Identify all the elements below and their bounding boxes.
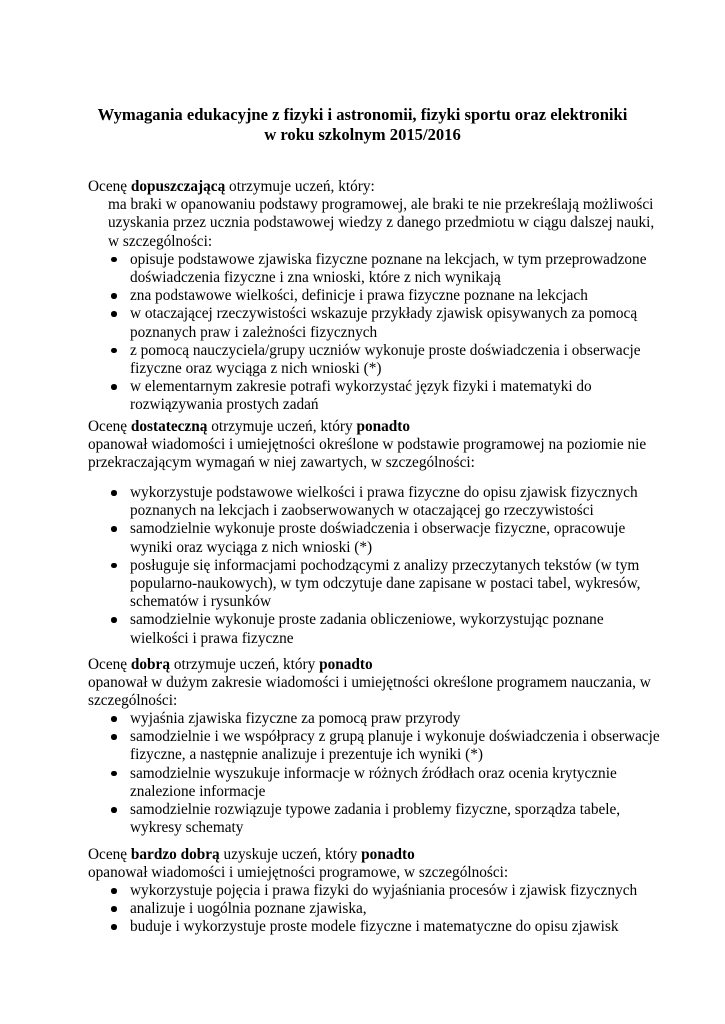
- section-heading: [88, 178, 648, 196]
- list-item-text: analizuje i uogólnia poznane zjawiska,: [130, 900, 367, 918]
- list-item-text: popularno-naukowych), w tym odczytuje dane zapisane w postaci tabel, wykresów,: [130, 575, 641, 593]
- list-item-text: schematów i rysunków: [130, 593, 272, 611]
- list-item-text: samodzielnie rozwiązuje typowe zadania i problemy fizyczne, sporządza tabele,: [130, 801, 621, 819]
- requirements-list: [108, 710, 668, 837]
- list-item: [108, 900, 668, 918]
- heading-ponadto: ponadto: [361, 846, 415, 863]
- list-item-text: poznanych praw i zależności fizycznych: [130, 323, 378, 341]
- intro-line: uzyskania przez ucznia podstawowej wiedzy z danego przedmiotu w ciągu dalszej nauki,: [108, 214, 655, 232]
- heading-post: otrzymuje uczeń, który:: [225, 178, 375, 195]
- list-item-text: samodzielnie wykonuje proste doświadczenia i obserwacje fizyczne, opracowuje: [130, 520, 626, 538]
- heading-pre: Ocenę: [88, 846, 131, 863]
- list-bardzo-dobra: [108, 882, 668, 937]
- section-dobra: [88, 656, 651, 711]
- heading-pre: Ocenę: [88, 178, 131, 195]
- list-item-text: znalezione informacje: [130, 782, 266, 800]
- section-bardzo-dobra: [88, 846, 648, 882]
- heading-post: otrzymuje uczeń, który: [170, 656, 320, 673]
- list-item: [108, 378, 648, 414]
- list-item: [108, 882, 668, 900]
- list-item-text: wyniki oraz wyciąga z nich wnioski (*): [130, 538, 373, 556]
- intro-line: opanował w dużym zakresie wiadomości i umiejętności określone programem nauczania, w: [88, 674, 651, 692]
- requirements-list: [108, 251, 648, 415]
- list-item-text: samodzielnie wykonuje proste zadania obliczeniowe, wykorzystując poznane: [130, 611, 604, 629]
- list-item: [108, 918, 668, 936]
- section-heading: [88, 418, 648, 436]
- list-item-text: buduje i wykorzystuje proste modele fizyczne i matematyczne do opisu zjawisk: [130, 918, 619, 936]
- section-heading: [88, 846, 648, 864]
- list-item-text: fizyczne oraz wyciąga z nich wnioski (*): [130, 360, 382, 378]
- list-item-text: poznanych na lekcjach i zaobserwowanych w otaczającej go rzeczywistości: [130, 502, 594, 520]
- list-item: [108, 305, 648, 341]
- list-item-text: wielkości i prawa fizyczne: [130, 629, 294, 647]
- list-item-text: fizyczne, a następnie analizuje i prezentuje ich wyniki (*): [130, 746, 483, 764]
- intro-line: opanował wiadomości i umiejętności programowe, w szczególności:: [88, 864, 509, 882]
- intro-line: przekraczającym wymagań w niej zawartych, w szczególności:: [88, 454, 475, 472]
- list-item: [108, 520, 668, 556]
- title-line-1: Wymagania edukacyjne z fizyki i astronomii, fizyki sportu oraz elektroniki: [97, 105, 628, 124]
- document-title: [60, 105, 665, 144]
- grade-name: bardzo dobrą: [130, 846, 220, 863]
- grade-name: dostateczną: [130, 418, 208, 435]
- list-item-text: rozwiązywania prostych zadań: [130, 396, 319, 414]
- list-item-text: samodzielnie wyszukuje informacje w różnych źródłach oraz ocenia krytycznie: [130, 764, 617, 782]
- list-item: [108, 287, 648, 305]
- section-heading: [88, 656, 648, 674]
- list-item: [108, 484, 668, 520]
- list-item: [108, 728, 668, 764]
- list-item-text: opisuje podstawowe zjawiska fizyczne poznane na lekcjach, w tym przeprowadzone: [130, 250, 647, 268]
- list-item-text: w elementarnym zakresie potrafi wykorzystać język fizyki i matematyki do: [130, 378, 592, 396]
- list-item: [108, 801, 668, 837]
- intro-line: szczególności:: [88, 692, 178, 710]
- intro-line: w szczególności:: [108, 232, 213, 250]
- grade-name: dopuszczającą: [130, 178, 226, 195]
- heading-pre: Ocenę: [88, 418, 131, 435]
- list-dostateczna: [108, 484, 668, 648]
- heading-ponadto: ponadto: [356, 418, 411, 435]
- heading-pre: Ocenę: [88, 656, 131, 673]
- list-item: [108, 611, 668, 647]
- intro-line: opanował wiadomości i umiejętności określone w podstawie programowej na poziomie nie: [88, 436, 647, 454]
- list-item-text: wyjaśnia zjawiska fizyczne za pomocą praw przyrody: [130, 710, 461, 727]
- list-item-text: doświadczenia fizyczne i zna wnioski, które z nich wynikają: [130, 269, 501, 287]
- grade-name: dobrą: [130, 656, 170, 673]
- list-item-text: wykresy schematy: [130, 819, 244, 837]
- title-line-2: w roku szkolnym 2015/2016: [264, 124, 461, 144]
- list-dobra: [108, 710, 668, 837]
- section-dostateczna: [88, 418, 648, 473]
- heading-post: otrzymuje uczeń, który: [207, 418, 357, 435]
- section-dopuszczajaca: [88, 178, 655, 415]
- intro-line: ma braki w opanowaniu podstawy programowej, ale braki te nie przekreślają możliwości: [108, 196, 654, 214]
- list-item: [108, 710, 668, 728]
- list-item-text: posługuje się informacjami pochodzącymi z analizy przeczytanych tekstów (w tym: [130, 556, 640, 574]
- list-item: [108, 765, 668, 801]
- list-item: [108, 342, 648, 378]
- list-item-text: z pomocą nauczyciela/grupy uczniów wykonuje proste doświadczenia i obserwacje: [130, 341, 641, 359]
- list-item-text: wykorzystuje podstawowe wielkości i prawa fizyczne do opisu zjawisk fizycznych: [130, 484, 638, 501]
- list-item-text: wykorzystuje pojęcia i prawa fizyki do wyjaśniania procesów i zjawisk fizycznych: [130, 882, 638, 899]
- list-item-text: samodzielnie i we współpracy z grupą planuje i wykonuje doświadczenia i obserwacje: [130, 728, 660, 746]
- list-item-text: zna podstawowe wielkości, definicje i prawa fizyczne poznane na lekcjach: [130, 287, 588, 305]
- list-item: [108, 251, 648, 287]
- list-item-text: w otaczającej rzeczywistości wskazuje przykłady zjawisk opisywanych za pomocą: [130, 305, 638, 323]
- heading-post: uzyskuje uczeń, który: [219, 846, 362, 863]
- requirements-list: [108, 882, 668, 937]
- list-item: [108, 557, 668, 612]
- requirements-list: [108, 484, 668, 648]
- heading-ponadto: ponadto: [319, 656, 373, 673]
